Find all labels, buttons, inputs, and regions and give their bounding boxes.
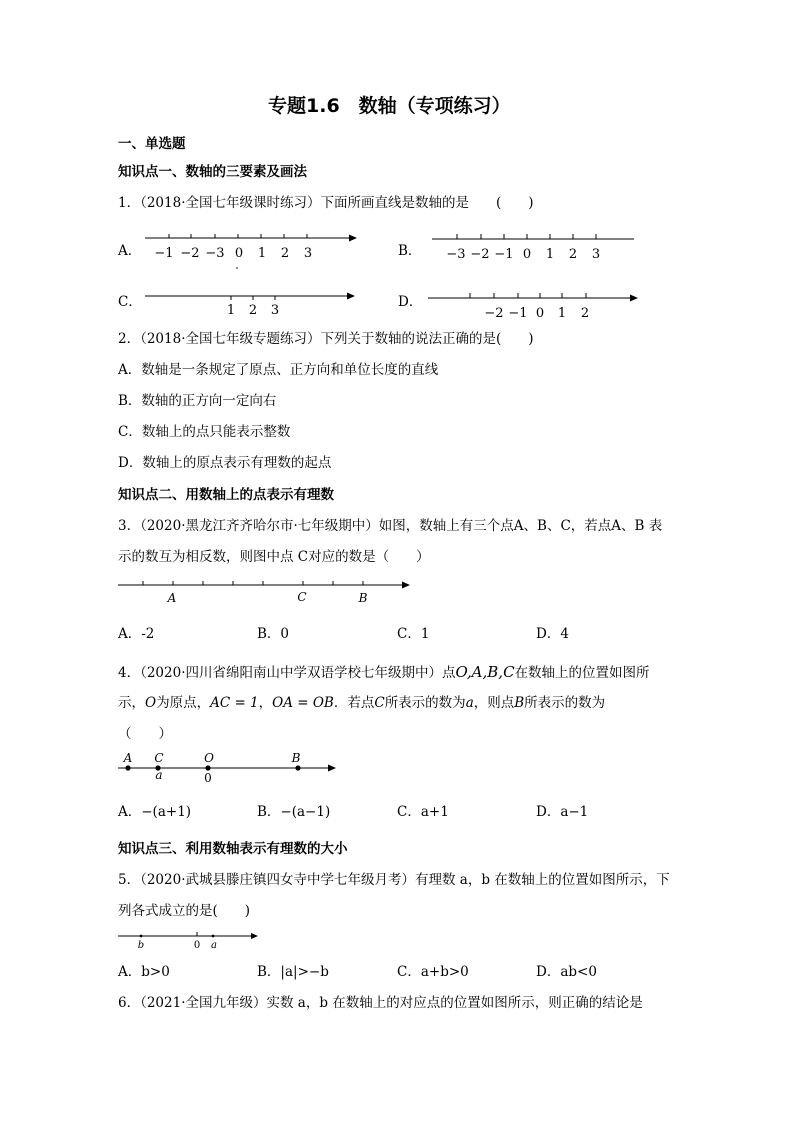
q4-text: ， bbox=[258, 695, 273, 711]
point-label-c: C bbox=[154, 751, 164, 765]
tick-label: −2 bbox=[470, 247, 490, 262]
q3-option-d: D．4 bbox=[536, 626, 569, 642]
tick-label: 2 bbox=[280, 246, 290, 261]
q4-eq: OA = OB bbox=[272, 695, 334, 711]
value-label-a: a bbox=[155, 768, 163, 782]
q4-text: 4．（2020·四川省绵阳南山中学双语学校七年级期中）点 bbox=[118, 665, 456, 681]
tick-label: 2 bbox=[568, 247, 578, 262]
tick-label: 3 bbox=[270, 303, 280, 318]
q4-number-line bbox=[118, 750, 348, 790]
tick-label: −1 bbox=[508, 306, 528, 321]
q4-text: 在数轴上的位置如图所 bbox=[514, 665, 650, 681]
tick-label: 1 bbox=[257, 246, 267, 261]
tick-label: 0 bbox=[234, 246, 244, 261]
point-label-b: b bbox=[137, 940, 145, 951]
q4-var: C bbox=[374, 695, 385, 711]
tick-label: 2 bbox=[248, 303, 258, 318]
tick-label: −3 bbox=[205, 246, 225, 261]
q4-line-2 bbox=[118, 695, 605, 711]
tick-label: −3 bbox=[446, 247, 466, 262]
q3-option-b: B．0 bbox=[257, 626, 290, 642]
q1-option-a: A． bbox=[118, 243, 142, 259]
q4-paren: （ ） bbox=[118, 726, 172, 742]
point-label-c: C bbox=[297, 590, 307, 604]
q1-option-d: D． bbox=[398, 294, 423, 310]
section-heading: 一、单选题 bbox=[118, 136, 186, 152]
q2-stem: 2．（2018·全国七年级专题练习）下列关于数轴的说法正确的是( ) bbox=[118, 331, 534, 347]
tick-label: −1 bbox=[494, 247, 514, 262]
value-label-0: 0 bbox=[204, 771, 212, 785]
tick-label: −1 bbox=[154, 246, 174, 261]
tick-label: 1 bbox=[226, 303, 236, 318]
q4-points: O,A,B,C bbox=[455, 663, 515, 681]
q4-text: ，则点 bbox=[473, 695, 515, 711]
q4-eq: AC = 1 bbox=[210, 695, 259, 711]
point-label-a: a bbox=[211, 940, 217, 951]
q1-axis-b bbox=[432, 228, 642, 268]
q4-var: O bbox=[145, 695, 157, 711]
tick-label: 0 bbox=[535, 306, 545, 321]
knowledge-point-2: 知识点二、用数轴上的点表示有理数 bbox=[118, 487, 334, 503]
tick-label: 1 bbox=[557, 306, 567, 321]
q5-line-2: 列各式成立的是( ) bbox=[118, 903, 251, 919]
q5-line-1: 5．（2020·武城县滕庄镇四女寺中学七年级月考）有理数 a，b 在数轴上的位置如图所示，下 bbox=[118, 872, 670, 888]
q2-option-d: D．数轴上的原点表示有理数的起点 bbox=[118, 455, 332, 471]
q3-line-2: 示的数互为相反数，则图中点 C对应的数是（ ） bbox=[118, 549, 430, 565]
q4-option-d: D．a−1 bbox=[536, 804, 589, 820]
tick-label: 2 bbox=[580, 306, 590, 321]
q5-option-b: B．|a|>−b bbox=[257, 964, 329, 980]
q3-option-a: A．-2 bbox=[118, 626, 155, 642]
page-title: 专题1.6 数轴（专项练习） bbox=[268, 95, 511, 117]
q2-option-a: A．数轴是一条规定了原点、正方向和单位长度的直线 bbox=[118, 362, 439, 378]
q5-option-c: C．a+b>0 bbox=[397, 964, 469, 980]
q4-var: a bbox=[465, 695, 474, 711]
q3-number-line bbox=[118, 578, 418, 608]
q4-var: B bbox=[514, 695, 525, 711]
q1-axis-d bbox=[428, 288, 648, 328]
q4-text: 示， bbox=[118, 695, 145, 711]
q4-text: 所表示的数为 bbox=[384, 695, 466, 711]
tick-label: −2 bbox=[484, 306, 504, 321]
q1-axis-a bbox=[145, 228, 365, 268]
tick-label: 1 bbox=[545, 247, 555, 262]
value-label-0: 0 bbox=[193, 940, 201, 951]
knowledge-point-1: 知识点一、数轴的三要素及画法 bbox=[118, 164, 307, 180]
tick-label: 3 bbox=[303, 246, 313, 261]
point-label-b: B bbox=[291, 751, 301, 765]
q1-axis-c bbox=[145, 288, 365, 328]
point-label-a: A bbox=[167, 591, 177, 605]
q4-option-c: C．a+1 bbox=[397, 804, 449, 820]
q4-option-b: B．−(a−1) bbox=[257, 804, 331, 820]
q4-text: ．若点 bbox=[333, 695, 375, 711]
q5-number-line bbox=[118, 929, 268, 959]
q2-option-b: B．数轴的正方向一定向右 bbox=[118, 393, 277, 409]
tick-label: 0 bbox=[522, 247, 532, 262]
tick-label: −2 bbox=[180, 246, 200, 261]
q6-line-1: 6．（2021·全国九年级）实数 a，b 在数轴上的对应点的位置如图所示，则正确的结论是 bbox=[118, 995, 643, 1011]
q4-option-a: A．−(a+1) bbox=[118, 804, 192, 820]
q1-option-b: B． bbox=[398, 243, 422, 259]
tick-label: 3 bbox=[591, 247, 601, 262]
q2-option-c: C．数轴上的点只能表示整数 bbox=[118, 424, 291, 440]
q5-option-a: A．b>0 bbox=[118, 964, 170, 980]
q4-text: 所表示的数为 bbox=[524, 695, 606, 711]
knowledge-point-3: 知识点三、利用数轴表示有理数的大小 bbox=[118, 841, 348, 857]
point-label-b: B bbox=[358, 591, 368, 605]
q3-line-1: 3．（2020·黑龙江齐齐哈尔市·七年级期中）如图，数轴上有三个点A、B、C，若点A、B 表 bbox=[118, 518, 663, 534]
point-label-o: O bbox=[204, 751, 214, 765]
q4-text: 为原点， bbox=[156, 695, 211, 711]
q1-option-c: C． bbox=[118, 294, 142, 310]
q3-option-c: C．1 bbox=[397, 626, 430, 642]
q4-line-1 bbox=[118, 664, 650, 681]
point-label-a: A bbox=[123, 751, 133, 765]
q1-stem: 1．（2018·全国七年级课时练习）下面所画直线是数轴的是 ( ) bbox=[118, 195, 534, 211]
q5-option-d: D．ab<0 bbox=[536, 964, 597, 980]
